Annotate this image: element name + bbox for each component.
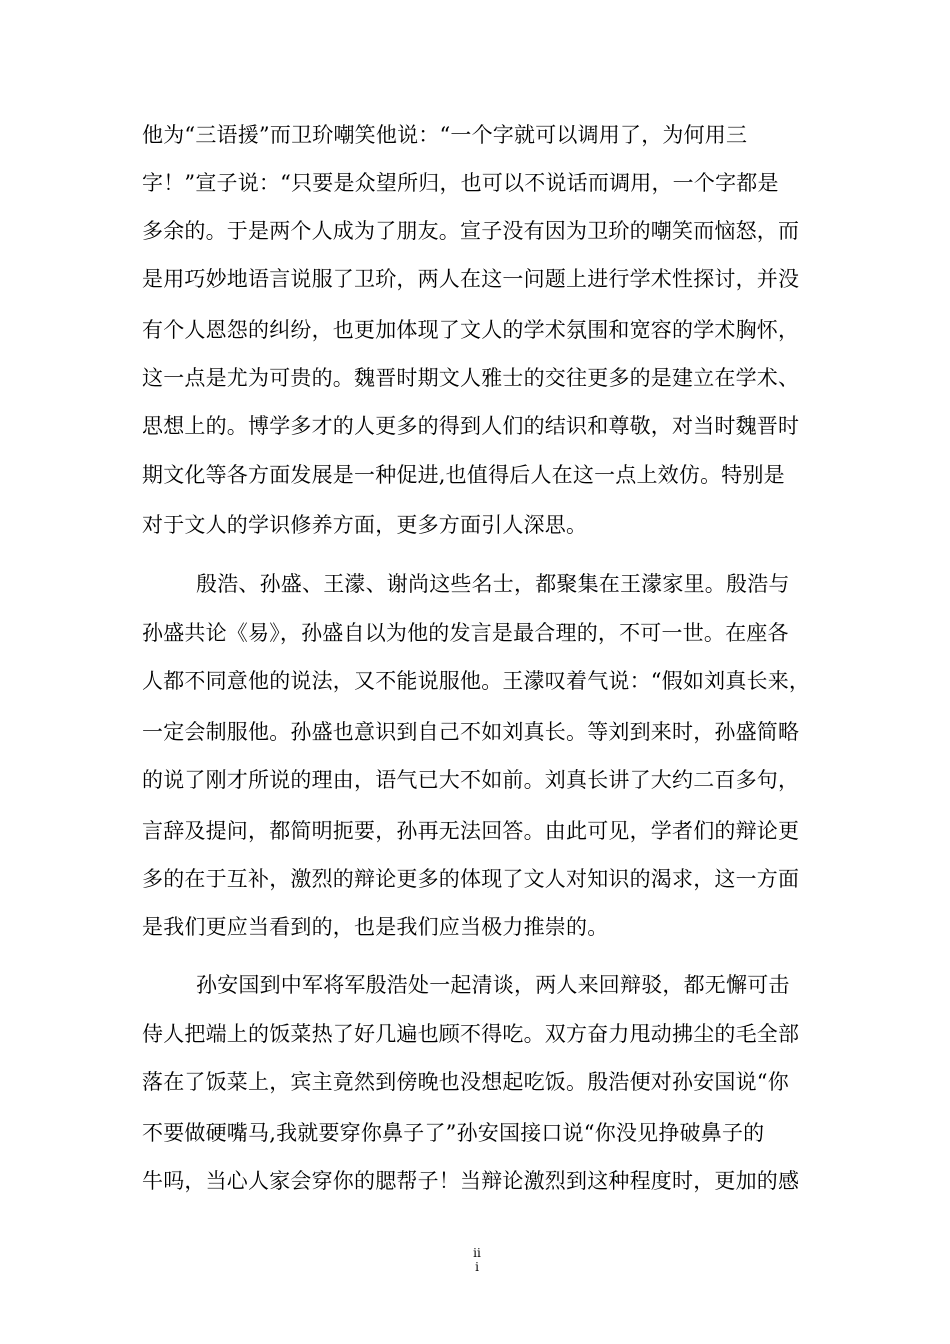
text-line: 是我们更应当看到的，也是我们应当极力推崇的。 <box>142 915 609 939</box>
text-line: 孙盛共论《易》，孙盛自以为他的发言是最合理的，不可一世。在座各 <box>142 621 789 645</box>
text-line: 牛吗，当心人家会穿你的腮帮子！当辩论激烈到这种程度时，更加的感 <box>142 1169 800 1193</box>
page-number: iii <box>473 1246 481 1274</box>
text-line: 侍人把端上的饭菜热了好几遍也顾不得吃。双方奋力甩动拂尘的毛全部 <box>142 1022 800 1046</box>
text-line: 言辞及提问，都简明扼要，孙再无法回答。由此可见，学者们的辩论更 <box>142 819 800 843</box>
text-line: 多的在于互补，激烈的辩论更多的体现了文人对知识的渴求，这一方面 <box>142 867 800 891</box>
text-line: 不要做硬嘴马,我就要穿你鼻子了”孙安国接口说“你没见挣破鼻子的 <box>142 1121 765 1145</box>
text-line: 字！”宣子说：“只要是众望所归，也可以不说话而调用，一个字都是 <box>142 171 779 195</box>
text-line: 这一点是尤为可贵的。魏晋时期文人雅士的交往更多的是建立在学术、 <box>142 366 800 390</box>
text-line: 的说了刚才所说的理由，语气已大不如前。刘真长讲了大约二百多句， <box>142 768 800 792</box>
text-line: 对于文人的学识修养方面，更多方面引人深思。 <box>142 513 588 537</box>
text-line: 他为“三语援”而卫玠嘲笑他说：“一个字就可以调用了，为何用三 <box>142 123 748 147</box>
paragraph-first-line: 孙安国到中军将军殷浩处一起清谈，两人来回辩驳，都无懈可击 <box>196 973 790 997</box>
text-line: 一定会制服他。孙盛也意识到自己不如刘真长。等刘到来时，孙盛简略 <box>142 720 800 744</box>
text-line: 人都不同意他的说法，又不能说服他。王濛叹着气说：“假如刘真长来， <box>142 669 811 693</box>
text-line: 是用巧妙地语言说服了卫玠，两人在这一问题上进行学术性探讨，并没 <box>142 267 800 291</box>
text-line: 落在了饭菜上，宾主竟然到傍晚也没想起吃饭。殷浩便对孙安国说“你 <box>142 1070 789 1094</box>
text-line: 有个人恩怨的纠纷，也更加体现了文人的学术氛围和宽容的学术胸怀， <box>142 318 800 342</box>
text-line: 思想上的。博学多才的人更多的得到人们的结识和尊敬，对当时魏晋时 <box>142 414 800 438</box>
text-line: 多余的。于是两个人成为了朋友。宣子没有因为卫玠的嘲笑而恼怒，而 <box>142 219 800 243</box>
paragraph-first-line: 殷浩、孙盛、王濛、谢尚这些名士，都聚集在王濛家里。殷浩与 <box>196 572 790 596</box>
text-line: 期文化等各方面发展是一种促进,也值得后人在这一点上效仿。特别是 <box>142 463 785 487</box>
